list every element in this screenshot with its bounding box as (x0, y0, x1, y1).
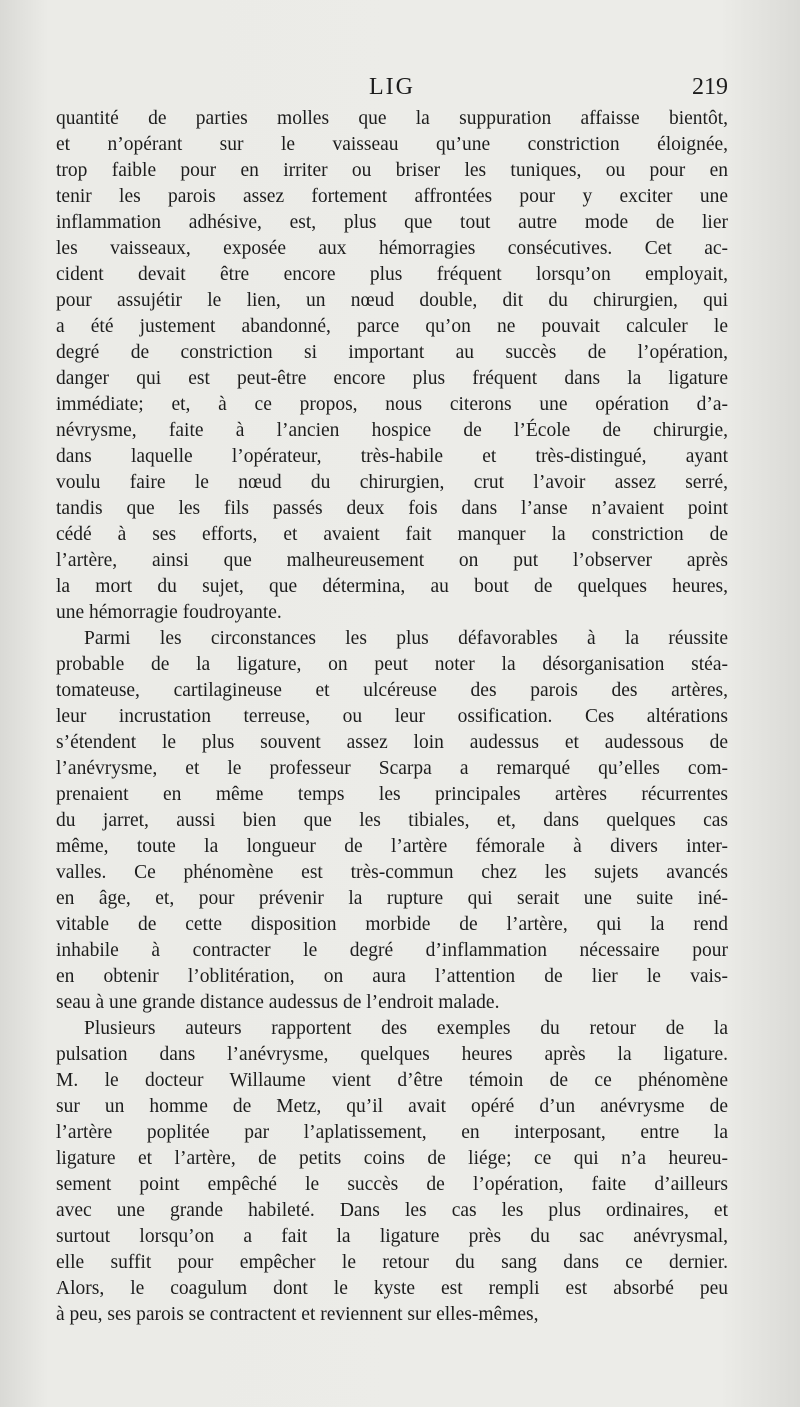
text-line: en âge, et, pour prévenir la rupture qui serait une suite iné- (56, 888, 728, 909)
text-line: Alors, le coagulum dont le kyste est rempli est absorbé peu (56, 1278, 728, 1299)
text-line: pulsation dans l’anévrysme, quelques heures après la ligature. (56, 1044, 728, 1065)
text-line: quantité de parties molles que la suppuration affaisse bientôt, (56, 108, 728, 129)
text-line: pour assujétir le lien, un nœud double, dit du chirurgien, qui (56, 290, 728, 311)
page-number: 219 (692, 74, 728, 100)
text-line: elle suffit pour empêcher le retour du sang dans ce dernier. (56, 1252, 728, 1273)
text-line: prenaient en même temps les principales artères récurrentes (56, 784, 728, 805)
text-line: sement point empêché le succès de l’opération, faite d’ailleurs (56, 1174, 728, 1195)
text-line: une hémorragie foudroyante. (56, 602, 282, 623)
text-line: la mort du sujet, que détermina, au bout de quelques heures, (56, 576, 728, 597)
text-line: inhabile à contracter le degré d’inflammation nécessaire pour (56, 940, 728, 961)
text-line: danger qui est peut-être encore plus fréquent dans la ligature (56, 368, 728, 389)
text-line: les vaisseaux, exposée aux hémorragies consécutives. Cet ac- (56, 238, 728, 259)
text-line: surtout lorsqu’on a fait la ligature près du sac anévrysmal, (56, 1226, 728, 1247)
text-line: à peu, ses parois se contractent et reviennent sur elles-mêmes, (56, 1304, 539, 1325)
text-line: degré de constriction si important au succès de l’opération, (56, 342, 728, 363)
text-line: sur un homme de Metz, qu’il avait opéré d’un anévrysme de (56, 1096, 728, 1117)
text-line: vitable de cette disposition morbide de l’artère, qui la rend (56, 914, 728, 935)
text-line: cident devait être encore plus fréquent lorsqu’on employait, (56, 264, 728, 285)
paragraph-3 (56, 1016, 728, 1328)
text-line: avec une grande habileté. Dans les cas les plus ordinaires, et (56, 1200, 728, 1221)
text-line: immédiate; et, à ce propos, nous citerons une opération d’a- (56, 394, 728, 415)
text-line: tenir les parois assez fortement affrontées pour y exciter une (56, 186, 728, 207)
text-line: névrysme, faite à l’ancien hospice de l’École de chirurgie, (56, 420, 728, 441)
page-header (56, 74, 728, 108)
text-line: et n’opérant sur le vaisseau qu’une constriction éloignée, (56, 134, 728, 155)
text-line: dans laquelle l’opérateur, très-habile et très-distingué, ayant (56, 446, 728, 467)
text-line: Plusieurs auteurs rapportent des exemples du retour de la (84, 1018, 728, 1039)
text-line: inflammation adhésive, est, plus que tout autre mode de lier (56, 212, 728, 233)
body-text (56, 106, 728, 1328)
text-line: tomateuse, cartilagineuse et ulcéreuse des parois des artères, (56, 680, 728, 701)
text-line: l’anévrysme, et le professeur Scarpa a remarqué qu’elles com- (56, 758, 728, 779)
paragraph-2 (56, 626, 728, 1016)
text-line: probable de la ligature, on peut noter la désorganisation stéa- (56, 654, 728, 675)
text-line: en obtenir l’oblitération, on aura l’attention de lier le vais- (56, 966, 728, 987)
running-title: LIG (369, 74, 415, 100)
text-line: M. le docteur Willaume vient d’être témoin de ce phénomène (56, 1070, 728, 1091)
text-line: leur incrustation terreuse, ou leur ossification. Ces altérations (56, 706, 728, 727)
text-line: seau à une grande distance audessus de l’endroit malade. (56, 992, 500, 1013)
text-line: voulu faire le nœud du chirurgien, crut l’avoir assez serré, (56, 472, 728, 493)
paragraph-1 (56, 106, 728, 626)
text-line: cédé à ses efforts, et avaient fait manquer la constriction de (56, 524, 728, 545)
text-line: même, toute la longueur de l’artère fémorale à divers inter- (56, 836, 728, 857)
text-line: a été justement abandonné, parce qu’on ne pouvait calculer le (56, 316, 728, 337)
text-line: Parmi les circonstances les plus défavorables à la réussite (84, 628, 728, 649)
text-line: s’étendent le plus souvent assez loin audessus et audessous de (56, 732, 728, 753)
text-line: valles. Ce phénomène est très-commun chez les sujets avancés (56, 862, 728, 883)
text-line: l’artère poplitée par l’aplatissement, en interposant, entre la (56, 1122, 728, 1143)
text-line: trop faible pour en irriter ou briser les tuniques, ou pour en (56, 160, 728, 181)
text-line: du jarret, aussi bien que les tibiales, et, dans quelques cas (56, 810, 728, 831)
text-line: tandis que les fils passés deux fois dans l’anse n’avaient point (56, 498, 728, 519)
text-line: l’artère, ainsi que malheureusement on put l’observer après (56, 550, 728, 571)
text-line: ligature et l’artère, de petits coins de liége; ce qui n’a heureu- (56, 1148, 728, 1169)
